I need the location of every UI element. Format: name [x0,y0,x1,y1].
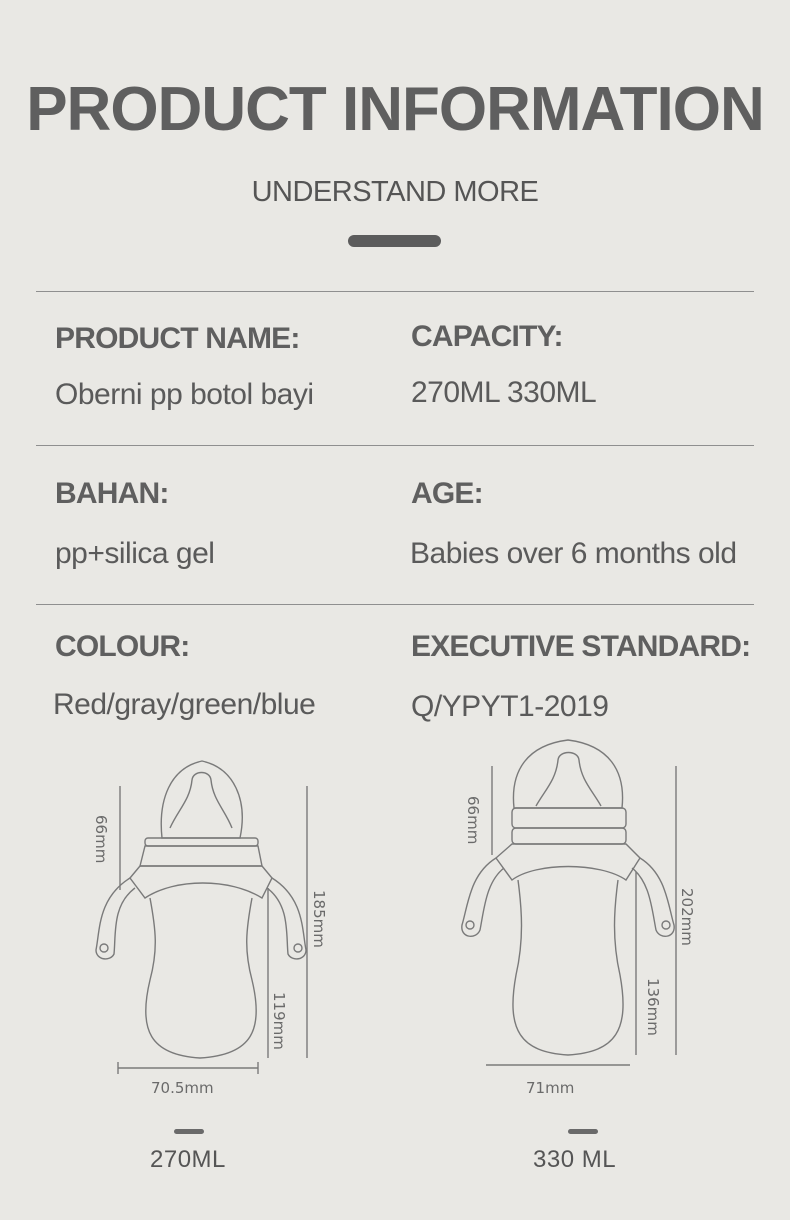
bottle-270ml-body-dim: 119mm [270,992,288,1050]
colour-label: COLOUR: [55,630,190,663]
capacity-label: CAPACITY: [411,320,563,353]
bottle-330ml-total-dim: 202mm [678,888,696,946]
material-label: BAHAN: [55,477,169,510]
divider-top [36,291,754,292]
bottle-330ml-accent-bar [568,1129,598,1134]
bottle-270ml-total-dim: 185mm [310,890,328,948]
standard-label: EXECUTIVE STANDARD: [411,630,751,663]
material-value: pp+silica gel [55,537,215,570]
bottle-330ml-nipple-dim: 66mm [464,796,482,845]
bottle-270ml-nipple-dim: 66mm [92,815,110,864]
standard-value: Q/YPYT1-2019 [411,690,609,723]
capacity-value: 270ML 330ML [411,376,597,409]
page-subtitle: UNDERSTAND MORE [251,176,539,208]
age-label: AGE: [411,477,483,510]
bottle-330ml-width-dim: 71mm [526,1079,575,1097]
product-name-label: PRODUCT NAME: [55,322,300,355]
bottle-330ml-capacity-label: 330 ML [533,1146,617,1173]
age-value: Babies over 6 months old [410,537,737,570]
bottle-330ml-drawing [462,740,676,1065]
page-title: PRODUCT INFORMATION [26,75,764,144]
bottle-270ml-accent-bar [174,1129,204,1134]
product-name-value: Oberni pp botol bayi [55,378,314,411]
bottle-270ml-capacity-label: 270ML [150,1146,226,1173]
bottle-diagrams [0,730,790,1120]
title-accent-bar [348,235,441,247]
divider-row-1 [36,445,754,446]
bottle-330ml-body-dim: 136mm [644,978,662,1036]
divider-row-2 [36,604,754,605]
bottle-270ml-width-dim: 70.5mm [151,1079,214,1097]
colour-value: Red/gray/green/blue [53,688,316,721]
